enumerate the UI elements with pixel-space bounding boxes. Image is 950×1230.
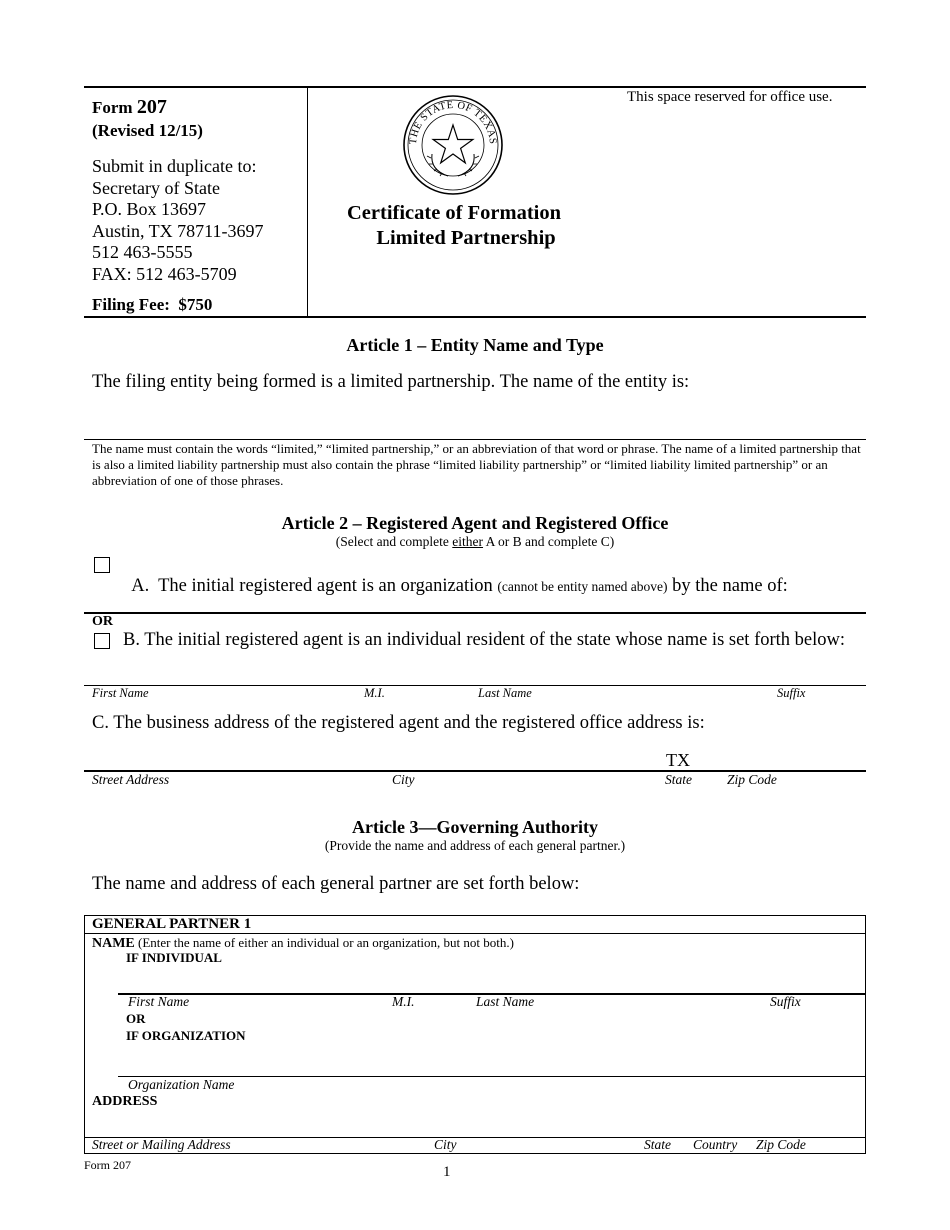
gp1-state-label: State (644, 1137, 671, 1152)
gp1-organization-input[interactable] (126, 1050, 860, 1074)
agent-first-name-input[interactable] (92, 660, 352, 684)
article3-heading: Article 3—Governing Authority (352, 817, 598, 837)
gp1-last-name-label: Last Name (476, 994, 535, 1009)
street-address-label: Street Address (92, 772, 170, 787)
suffix-label: Suffix (777, 686, 806, 700)
gp1-zip-label: Zip Code (756, 1137, 806, 1152)
gp1-or-label: OR (126, 1011, 146, 1026)
gp1-first-name-input[interactable] (126, 968, 381, 992)
article3-subheading: (Provide the name and address of each general partner.) (324, 838, 626, 853)
option-a-label: A. The initial registered agent is an organization (cannot be entity named above) by the name of: (131, 576, 788, 596)
option-b-checkbox[interactable] (94, 633, 110, 649)
gp1-mi-label: M.I. (392, 994, 415, 1009)
entity-name-input[interactable] (92, 414, 862, 438)
submit-line: P.O. Box 13697 (92, 199, 207, 220)
gp1-suffix-input[interactable] (768, 968, 860, 992)
if-organization-label: IF ORGANIZATION (126, 1028, 246, 1043)
gp1-city-label: City (434, 1137, 457, 1152)
gp1-country-input[interactable] (692, 1112, 750, 1136)
form-number-heading: Form 207 (92, 96, 167, 118)
gp1-title: GENERAL PARTNER 1 (92, 916, 252, 932)
gp1-title-rule (84, 933, 866, 934)
agent-street-input[interactable] (92, 747, 382, 769)
agent-zip-input[interactable] (727, 747, 862, 769)
agent-organization-input[interactable] (92, 586, 862, 610)
revised-date: (Revised 12/15) (92, 121, 203, 140)
gp1-address-label: ADDRESS (92, 1094, 158, 1109)
gp1-zip-input[interactable] (755, 1112, 860, 1136)
submit-line: FAX: 512 463-5709 (92, 263, 237, 284)
article2-subheading: (Select and complete either A or B and complete C) (335, 534, 615, 549)
option-a-checkbox[interactable] (94, 557, 110, 573)
gp1-state-input[interactable] (642, 1112, 686, 1136)
option-c-label: C. The business address of the registered agent and the registered office address is: (92, 713, 705, 733)
submit-line: Secretary of State (92, 177, 220, 198)
zip-label: Zip Code (727, 772, 777, 787)
state-label: State (665, 772, 692, 787)
or-separator: OR (92, 614, 113, 629)
header-bottom-rule (84, 316, 866, 318)
gp1-street-label: Street or Mailing Address (92, 1137, 231, 1152)
gp1-organization-label: Organization Name (128, 1077, 235, 1092)
article1-statement: The filing entity being formed is a limited partnership. The name of the entity is: (92, 372, 690, 392)
footer-form-label: Form 207 (84, 1158, 132, 1172)
article2-heading: Article 2 – Registered Agent and Registered Office (281, 513, 669, 533)
gp1-last-name-input[interactable] (476, 968, 761, 992)
last-name-label: Last Name (478, 686, 532, 700)
certificate-title: Certificate of Formation Limited Partnership (346, 202, 562, 249)
gp1-name-heading: NAME (Enter the name of either an individual or an organization, but not both.) (92, 935, 514, 951)
article3-statement: The name and address of each general partner are set forth below: (92, 874, 580, 894)
texas-state-seal-icon (402, 94, 504, 196)
office-use-note: This space reserved for office use. (627, 89, 833, 105)
article1-heading: Article 1 – Entity Name and Type (346, 335, 604, 355)
article1-note: The name must contain the words “limited,” “limited partnership,” or an abbreviation of that word or phrase. The name of a limited partnership that is also a limited liability partnership must also contain the phrase “limited liability partnership” or “limited liability limited partnership” or an abbreviation of one of those phrases. (92, 441, 861, 488)
header-top-rule (84, 86, 866, 88)
page-number: 1 (443, 1164, 451, 1180)
filing-fee: Filing Fee: $750 (92, 295, 213, 314)
agent-name-rule (84, 685, 866, 686)
submit-address-block (92, 156, 264, 286)
agent-organization-rule (84, 612, 866, 614)
agent-last-name-input[interactable] (478, 660, 758, 684)
seal-text: THE STATE OF TEXAS (407, 99, 499, 145)
gp1-city-input[interactable] (432, 1112, 632, 1136)
entity-name-rule (84, 439, 866, 440)
city-label: City (392, 772, 415, 787)
submit-line: Submit in duplicate to: (92, 156, 257, 176)
submit-line: 512 463-5555 (92, 242, 193, 263)
gp1-suffix-label: Suffix (770, 994, 801, 1009)
gp1-mi-input[interactable] (390, 968, 470, 992)
agent-suffix-input[interactable] (774, 660, 862, 684)
option-b-label: B. The initial registered agent is an individual resident of the state whose name is set forth below: (123, 630, 846, 650)
first-name-label: First Name (92, 686, 149, 700)
submit-line: Austin, TX 78711-3697 (92, 220, 264, 241)
agent-mi-input[interactable] (362, 660, 462, 684)
gp1-country-label: Country (693, 1137, 738, 1152)
agent-city-input[interactable] (392, 747, 642, 769)
gp1-street-input[interactable] (92, 1112, 422, 1136)
agent-state-value[interactable]: TX (666, 750, 690, 770)
if-individual-label: IF INDIVIDUAL (126, 950, 222, 965)
gp1-first-name-label: First Name (128, 994, 190, 1009)
mi-label: M.I. (364, 686, 385, 700)
